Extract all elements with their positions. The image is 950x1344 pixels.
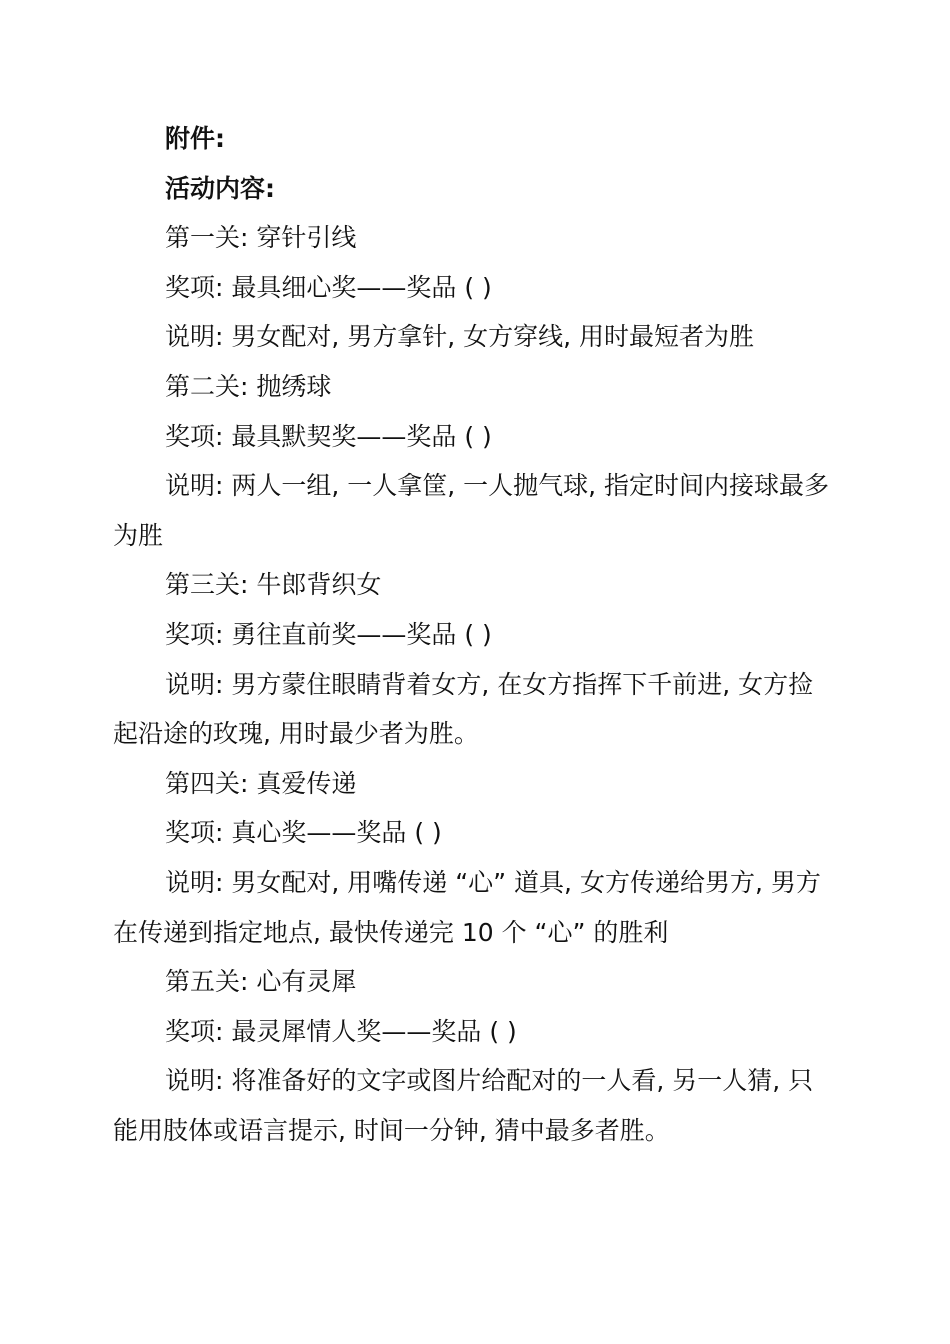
stage-1-description: 说明: 男女配对, 男方拿针, 女方穿线, 用时最短者为胜 [165,322,755,352]
stage-4-award: 奖项: 真心奖——奖品 ( ) [165,818,442,848]
stage-5-description-line-2: 能用肢体或语言提示, 时间一分钟, 猜中最多者胜。 [113,1115,670,1145]
stage-1-title: 第一关: 穿针引线 [165,223,357,253]
stage-3-award: 奖项: 勇往直前奖——奖品 ( ) [165,619,492,649]
stage-5-title: 第五关: 心有灵犀 [165,967,357,997]
stage-2-description-line-2: 为胜 [113,520,164,550]
stage-3-description-line-2: 起沿途的玫瑰, 用时最少者为胜。 [113,719,479,749]
stage-3-description-line-1: 说明: 男方蒙住眼睛背着女方, 在女方指挥下千前进, 女方捡 [165,669,814,699]
stage-3-title: 第三关: 牛郎背织女 [165,570,382,600]
stage-5-description-line-1: 说明: 将准备好的文字或图片给配对的一人看, 另一人猜, 只 [165,1066,814,1096]
document-body [113,114,843,1155]
attachment-label: 附件: [165,124,225,153]
stage-4-title: 第四关: 真爱传递 [165,768,357,798]
stage-1-award: 奖项: 最具细心奖——奖品 ( ) [165,272,492,302]
stage-2-title: 第二关: 抛绣球 [165,371,332,401]
activity-heading: 活动内容: [165,173,275,203]
stage-4-description-line-1: 说明: 男女配对, 用嘴传递 “心” 道具, 女方传递给男方, 男方 [165,867,821,897]
stage-2-award: 奖项: 最具默契奖——奖品 ( ) [165,421,492,451]
stage-2-description-line-1: 说明: 两人一组, 一人拿筐, 一人抛气球, 指定时间内接球最多 [165,471,830,501]
stage-4-description-line-2: 在传递到指定地点, 最快传递完 10 个 “心” 的胜利 [113,917,669,947]
stage-5-award: 奖项: 最灵犀情人奖——奖品 ( ) [165,1016,517,1046]
